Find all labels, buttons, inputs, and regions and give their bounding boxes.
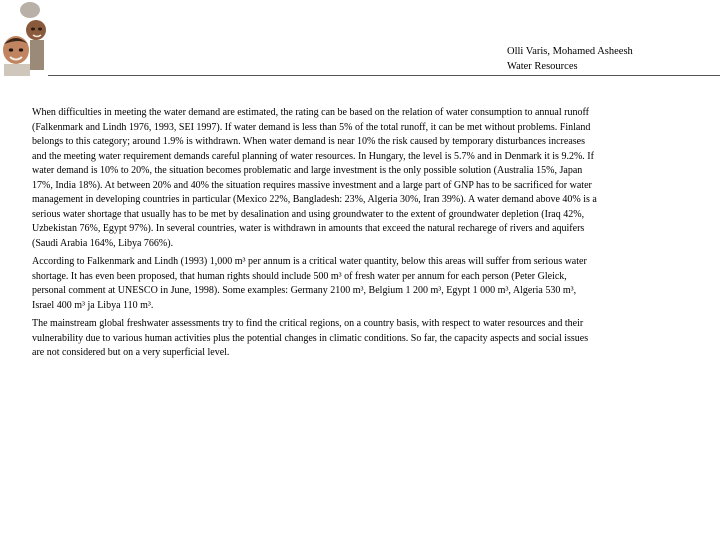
paragraph: According to Falkenmark and Lindh (1993) 1,000 m³ per annum is a critical water quantity, below this areas will suffer from serious water shortage. It has even been proposed, that human rights should include 500 m³ of fresh water per annum for each person (Peter Gleick, personal comment at UNESCO in June, 1998). Some examples: Germany 2100 m³, Belgium 1 200 m³, Egypt 1 000 m³, Algeria 530 m³, Israel 400 m³ ja Libya 110 m³. bbox=[32, 256, 587, 311]
header-divider bbox=[48, 75, 720, 76]
page-header bbox=[507, 44, 633, 74]
paragraph: When difficulties in meeting the water demand are estimated, the rating can be based on the relation of water consumption to annual runoff (Falkenmark and Lindh 1976, 1993, SEI 1997). If water demand is less than 5% of the total runoff, it can be met without problems. Finland belongs to this category; around 1.9% is withdrawn. When water demand is near 10% the risk caused by temporary disturbances increases and the meeting water requirement demands careful planning of water resources. In Hungary, the level is 5.7% and in Denmark it is 9.2%. If water demand is 10% to 20%, the situation becomes problematic and large investment is the only possible solution (Australia 15%, Japan 17%, India 18%). At between 20% and 40% the situation requires massive investment and a large part of GNP has to be sacrificed for water management in developing countries in particular (Mexico 22%, Bangladesh: 23%, Algeria 30%, Iran 39%). A water demand above 40% is a serious water shortage that usually has to be met by desalination and using groundwater to the extent of groundwater depletion (Iraq 42%, Uzbekistan 76%, Egypt 97%). In several countries, water is withdrawn in amounts that exceed the natural recharege of rivers and aquifers (Saudi Arabia 164%, Libya 766%). bbox=[32, 107, 597, 249]
header-subject: Water Resources bbox=[507, 61, 578, 72]
children-photo-icon bbox=[0, 0, 48, 76]
paragraph: The mainstream global freshwater assessments try to find the critical regions, on a country basis, with respect to water resources and their vulnerability due to various human activities plus the potential changes in climatic conditions. So far, the capacity aspects and social issues are not considered but on a very superficial level. bbox=[32, 318, 589, 358]
document-body bbox=[32, 106, 598, 365]
header-authors: Olli Varis, Mohamed Asheesh bbox=[507, 46, 633, 57]
